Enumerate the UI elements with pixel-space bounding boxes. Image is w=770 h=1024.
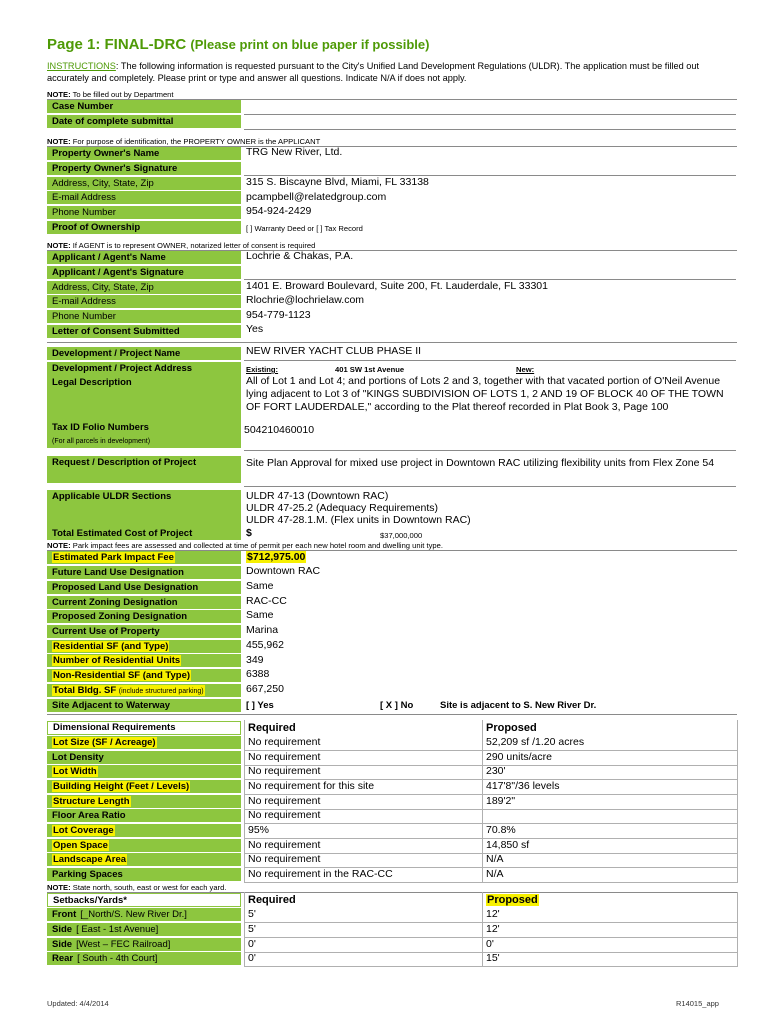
res-units-value[interactable]: 349 (246, 654, 264, 666)
owner-name-value[interactable]: TRG New River, Ltd. (246, 146, 343, 158)
dimensional-row-proposed[interactable]: N/A (486, 868, 504, 880)
divider (244, 360, 736, 361)
dimensional-heading: Dimensional Requirements (47, 721, 241, 735)
setback-side: Rear (52, 953, 74, 964)
res-sf-value[interactable]: 455,962 (246, 639, 284, 651)
grid-line (244, 882, 738, 883)
total-bldg-label-text: Total Bldg. SF (53, 685, 117, 696)
page-title (47, 36, 429, 53)
park-fee-label (47, 551, 241, 565)
uldr-section-2[interactable]: ULDR 47-25.2 (Adequacy Requirements) (246, 502, 439, 514)
uldr-section-3[interactable]: ULDR 47-28.1.M. (Flex units in Downtown RAC) (246, 514, 471, 526)
dimensional-row-required[interactable]: 95% (248, 824, 270, 836)
consent-letter-label: Letter of Consent Submitted (47, 325, 241, 339)
setback-detail: [ East - 1st Avenue] (76, 924, 159, 935)
nonres-label-text: Non-Residential SF (and Type) (53, 670, 191, 681)
footer-updated: Updated: 4/4/2014 (47, 999, 109, 1008)
proof-ownership-label: Proof of Ownership (47, 221, 241, 235)
request-value[interactable]: Site Plan Approval for mixed use project in Downtown RAC utilizing flexibility units from Flex Zone 54 (246, 457, 715, 469)
total-bldg-label (47, 684, 241, 698)
setback-row-required[interactable]: 5' (248, 923, 256, 935)
owner-email-label: E-mail Address (47, 191, 241, 205)
dimensional-row-proposed[interactable]: 230' (486, 765, 506, 777)
current-zoning-value[interactable]: RAC-CC (246, 595, 287, 607)
owner-phone-value[interactable]: 954-924-2429 (246, 205, 312, 217)
dimensional-row-label (47, 809, 241, 823)
future-land-value[interactable]: Downtown RAC (246, 565, 321, 577)
divider (244, 450, 736, 451)
setback-row-required[interactable]: 0' (248, 952, 256, 964)
total-bldg-label-wrap (52, 685, 205, 696)
dimensional-row-label-text: Open Space (53, 840, 108, 851)
setback-detail: [West – FEC Railroad] (76, 939, 171, 950)
agent-address-value[interactable]: 1401 E. Broward Boulevard, Suite 200, Ft. Lauderdale, FL 33301 (246, 280, 548, 292)
future-land-label: Future Land Use Designation (47, 566, 241, 580)
setbacks-heading: Setbacks/Yards* (47, 893, 241, 907)
consent-letter-value[interactable]: Yes (246, 323, 264, 335)
owner-email-value[interactable]: pcampbell@relatedgroup.com (246, 191, 387, 203)
setback-row-required[interactable]: 0' (248, 938, 256, 950)
proposed-land-value[interactable]: Same (246, 580, 274, 592)
grid-line (482, 892, 483, 966)
nonres-label (47, 669, 241, 683)
setback-row-label (47, 923, 241, 937)
uldr-label: Applicable ULDR Sections (47, 490, 241, 528)
dimensional-row-required[interactable]: No requirement (248, 795, 321, 807)
uldr-section-1[interactable]: ULDR 47-13 (Downtown RAC) (246, 490, 389, 502)
dimensional-row-label (47, 868, 241, 882)
dimensional-row-label-text: Lot Width (53, 766, 97, 777)
note-agent: NOTE: If AGENT is to represent OWNER, notarized letter of consent is required (47, 241, 316, 250)
dimensional-row-required[interactable]: No requirement in the RAC-CC (248, 868, 393, 880)
dimensional-row-proposed[interactable]: N/A (486, 853, 504, 865)
agent-email-label: E-mail Address (47, 295, 241, 309)
total-bldg-value[interactable]: 667,250 (246, 683, 284, 695)
dimensional-row-label-text: Lot Size (SF / Acreage) (53, 737, 156, 748)
setbacks-proposed-header-text: Proposed (487, 894, 538, 906)
proposed-zoning-label: Proposed Zoning Designation (47, 610, 241, 624)
agent-phone-label: Phone Number (47, 310, 241, 324)
note-yards-text: State north, south, east or west for each yard. (72, 883, 227, 892)
proposed-land-label: Proposed Land Use Designation (47, 581, 241, 595)
setbacks-proposed-header (486, 893, 539, 908)
date-submittal-field[interactable] (244, 129, 736, 130)
res-units-label (47, 654, 241, 668)
note-park: NOTE: Park impact fees are assessed and collected at time of permit per each new hotel room and dwelling unit type. (47, 541, 443, 550)
setback-side: Side (52, 939, 73, 950)
project-address-new-label: New: (516, 365, 535, 374)
waterway-label: Site Adjacent to Waterway (47, 699, 241, 713)
setback-row-proposed[interactable]: 0' (486, 938, 494, 950)
divider (47, 342, 737, 343)
park-fee-label-text: Estimated Park Impact Fee (53, 552, 174, 563)
dimensional-row-label-text: Floor Area Ratio (52, 810, 126, 821)
note-owner: NOTE: For purpose of identification, the PROPERTY OWNER is the APPLICANT (47, 137, 321, 146)
project-name-label: Development / Project Name (47, 347, 241, 361)
divider (47, 714, 737, 715)
title-main: Page 1: FINAL-DRC (47, 36, 187, 53)
project-cost-label: Total Estimated Cost of Project (47, 527, 241, 541)
instructions (47, 61, 735, 84)
note-prefix: NOTE (47, 137, 69, 146)
instructions-text: : The following information is requested pursuant to the City's Unified Land Development Regulations (ULDR). The application must be filled out accurately and completely. Please print or type and answer all questions. Indicate N/A if does not apply. (47, 61, 699, 83)
note-yards: NOTE: State north, south, east or west for each yard. (47, 883, 227, 892)
dimensional-proposed-header: Proposed (486, 722, 537, 734)
dimensional-row-proposed[interactable]: 290 units/acre (486, 751, 552, 763)
project-address-label: Development / Project Address (52, 363, 193, 374)
dimensional-row-required[interactable]: No requirement (248, 751, 321, 763)
dimensional-row-label (47, 780, 241, 794)
grid-line (244, 892, 245, 966)
agent-name-label: Applicant / Agent's Name (47, 251, 241, 265)
waterway-note: Site is adjacent to S. New River Dr. (440, 700, 597, 711)
grid-line (482, 720, 483, 883)
setback-row-label (47, 952, 241, 966)
dimensional-row-required[interactable]: No requirement (248, 839, 321, 851)
dimensional-row-label (47, 765, 241, 779)
total-bldg-sub: (include structured parking) (118, 688, 204, 695)
dimensional-required-header: Required (248, 722, 296, 734)
note-prefix: NOTE (47, 241, 69, 250)
dimensional-row-label-text: Building Height (Feet / Levels) (53, 781, 190, 792)
note-agent-text: If AGENT is to represent OWNER, notarized letter of consent is required (72, 241, 316, 250)
project-cost-currency: $ (246, 527, 252, 539)
current-zoning-label: Current Zoning Designation (47, 596, 241, 610)
request-label: Request / Description of Project (47, 456, 241, 484)
dimensional-row-label (47, 839, 241, 853)
agent-address-label: Address, City, State, Zip (47, 281, 241, 295)
agent-phone-value[interactable]: 954-779-1123 (246, 309, 311, 321)
setback-row-required[interactable]: 5' (248, 908, 256, 920)
agent-email-value[interactable]: Rlochrie@lochrielaw.com (246, 294, 365, 306)
dimensional-row-label-text: Landscape Area (53, 854, 127, 865)
setback-row-proposed[interactable]: 12' (486, 923, 500, 935)
res-sf-label-text: Residential SF (and Type) (53, 641, 169, 652)
current-use-value[interactable]: Marina (246, 624, 279, 636)
proof-ownership-options[interactable]: [ ] Warranty Deed or [ ] Tax Record (246, 224, 363, 233)
note-dept-text: To be filled out by Department (72, 90, 174, 99)
waterway-yes[interactable]: [ ] Yes (246, 700, 274, 711)
setbacks-required-header: Required (248, 894, 296, 906)
project-address-existing-value[interactable]: 401 SW 1st Avenue (335, 365, 405, 374)
owner-phone-label: Phone Number (47, 206, 241, 220)
grid-line (244, 966, 738, 967)
dimensional-row-label (47, 795, 241, 809)
res-sf-label (47, 640, 241, 654)
folio-sub: (For all parcels in development) (52, 438, 151, 445)
dimensional-row-label-text: Parking Spaces (52, 869, 123, 880)
dimensional-row-proposed[interactable]: 70.8% (486, 824, 516, 836)
title-subtitle: (Please print on blue paper if possible) (190, 37, 430, 52)
note-dept: NOTE: To be filled out by Department (47, 90, 174, 99)
dimensional-row-proposed[interactable]: 189'2" (486, 795, 516, 807)
note-prefix: NOTE (47, 90, 69, 99)
note-prefix: NOTE (47, 883, 69, 892)
case-number-label: Case Number (47, 100, 241, 114)
note-park-text: Park impact fees are assessed and collected at time of permit per each new hotel room and dwelling unit type. (72, 541, 443, 550)
waterway-no[interactable]: [ X ] No (380, 700, 414, 711)
owner-address-value[interactable]: 315 S. Biscayne Blvd, Miami, FL 33138 (246, 176, 429, 188)
note-prefix: NOTE (47, 541, 69, 550)
dimensional-row-label-text: Structure Length (53, 796, 130, 807)
divider (244, 486, 736, 487)
dimensional-row-required[interactable]: No requirement (248, 736, 321, 748)
dimensional-row-proposed[interactable]: 52,209 sf /1.20 acres (486, 736, 585, 748)
project-name-value[interactable]: NEW RIVER YACHT CLUB PHASE II (246, 345, 422, 357)
legal-description-value[interactable]: All of Lot 1 and Lot 4; and portions of Lots 2 and 3, together with that vacated portion of O'Neil Avenue lying adjacent to Lot 3 of "KINGS SUBDIVISION OF LOTS 1, 2 AND 19 OF BLOCK 40 OF THE TOWN OF FORT LAUDERDALE," according to the Plat thereof recorded in Plat Book 3, Page 100 (246, 375, 724, 413)
setback-detail: [_North/S. New River Dr.] (80, 909, 187, 920)
dimensional-row-proposed[interactable]: 417'8"/36 levels (486, 780, 560, 792)
note-owner-text: For purpose of identification, the PROPERTY OWNER is the APPLICANT (72, 137, 321, 146)
park-fee-value-text: $712,975.00 (247, 551, 306, 563)
grid-line (244, 720, 245, 883)
owner-address-label: Address, City, State, Zip (47, 177, 241, 191)
project-cost-value[interactable]: $37,000,000 (380, 531, 423, 540)
address-existing-label: Existing: (246, 365, 279, 374)
current-use-label: Current Use of Property (47, 625, 241, 639)
setback-side: Front (52, 909, 77, 920)
setback-detail: [ South - 4th Court] (77, 953, 158, 964)
grid-line (737, 892, 738, 966)
footer-code: R14015_app (676, 999, 719, 1008)
dimensional-row-label (47, 824, 241, 838)
folio-value[interactable]: 504210460010 (244, 424, 315, 436)
dimensional-row-required[interactable]: No requirement for this site (248, 780, 375, 792)
dimensional-row-label-text: Lot Coverage (53, 825, 114, 836)
folio-block (47, 421, 241, 449)
legal-description-label: Legal Description (52, 377, 132, 388)
folio-label: Tax ID Folio Numbers (52, 422, 149, 433)
grid-line (737, 720, 738, 883)
proposed-zoning-value[interactable]: Same (246, 609, 274, 621)
dimensional-row-required[interactable]: No requirement (248, 765, 321, 777)
dimensional-row-label (47, 853, 241, 867)
res-units-label-text: Number of Residential Units (53, 655, 181, 666)
owner-name-label: Property Owner's Name (47, 147, 241, 161)
setback-row-label (47, 908, 241, 922)
agent-name-value[interactable]: Lochrie & Chakas, P.A. (246, 250, 354, 262)
setback-row-proposed[interactable]: 15' (486, 952, 500, 964)
dimensional-row-label (47, 736, 241, 750)
case-number-field[interactable] (244, 114, 736, 115)
dimensional-row-label (47, 751, 241, 765)
instructions-label: INSTRUCTIONS (47, 61, 116, 71)
setback-row-proposed[interactable]: 12' (486, 908, 500, 920)
dimensional-row-label-text: Lot Density (52, 752, 104, 763)
dimensional-row-required[interactable]: No requirement (248, 853, 321, 865)
dimensional-row-required[interactable]: No requirement (248, 809, 321, 821)
agent-signature-label: Applicant / Agent's Signature (47, 266, 241, 280)
nonres-value[interactable]: 6388 (246, 668, 270, 680)
setback-side: Side (52, 924, 73, 935)
owner-signature-label: Property Owner's Signature (47, 162, 241, 176)
dimensional-row-proposed[interactable]: 14,850 sf (486, 839, 530, 851)
setback-row-label (47, 938, 241, 952)
park-fee-value[interactable] (246, 551, 306, 564)
date-submittal-label: Date of complete submittal (47, 115, 241, 129)
